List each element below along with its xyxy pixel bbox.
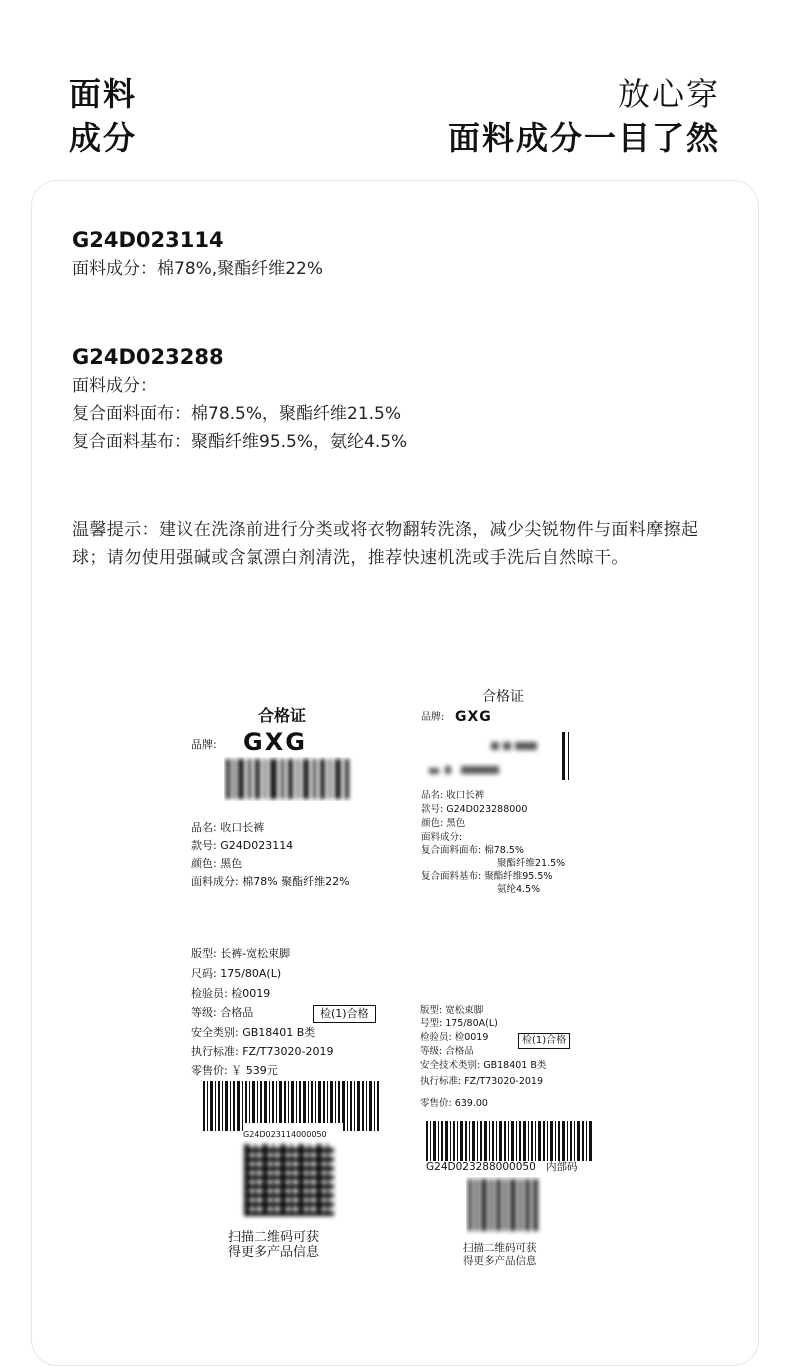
tag2-scan-line2: 得更多产品信息 — [463, 1255, 537, 1267]
tag1-inspect-box: 检(1)合格 — [313, 1005, 376, 1023]
tag2-internal-code: 内部码 — [546, 1161, 578, 1173]
tag2-line2: 版型: 宽松束脚 — [420, 1005, 484, 1016]
tag2-scan-line1: 扫描二维码可获 — [463, 1242, 537, 1254]
tag2-line: 款号: G24D023288000 — [421, 804, 528, 815]
tag1-line2: 尺码: 175/80A(L) — [191, 967, 282, 980]
tag1-brand-logo: GXG — [243, 728, 307, 756]
tag2-line2: 执行标准: FZ/T73020-2019 — [420, 1076, 544, 1087]
product-code: G24D023114 — [72, 228, 224, 252]
tag1-line2: 执行标准: FZ/T73020-2019 — [191, 1045, 334, 1058]
tag1-brand-label: 品牌: — [191, 738, 217, 751]
tag2-line2: 检验员: 检0019 — [420, 1032, 489, 1043]
tag1-blurred-barcode — [224, 757, 359, 801]
tag2-barcode-text: G24D023288000050 — [426, 1161, 536, 1173]
header-right-subtitle: 放心穿 — [617, 75, 720, 113]
tag1-scan-line2: 得更多产品信息 — [228, 1245, 320, 1260]
tag2-line: 复合面料面布: 棉78.5% — [421, 845, 524, 856]
tag2-line2: 号型: 175/80A(L) — [420, 1018, 498, 1029]
tag1-barcode — [203, 1081, 381, 1133]
tag1-line2: 零售价: ￥ 539元 — [191, 1064, 278, 1077]
product-line: 面料成分： — [72, 376, 157, 396]
tag2-blurred-qr — [466, 1177, 542, 1235]
tag2-line2: 等级: 合格品 — [420, 1046, 474, 1057]
tag1-barcode-text: G24D023114000050 — [243, 1130, 327, 1139]
header-left-line2: 成分 — [69, 119, 138, 157]
tag1-line: 面料成分: 棉78% 聚酯纤维22% — [191, 875, 350, 888]
header-right-main: 面料成分一目了然 — [447, 119, 720, 157]
tag2-line: 品名: 收口长裤 — [421, 790, 485, 801]
tag1-scan-line1: 扫描二维码可获 — [228, 1230, 320, 1245]
product-block-2 — [72, 342, 732, 456]
tag2-blurred-label — [425, 732, 575, 782]
tag1-line: 款号: G24D023114 — [191, 839, 294, 852]
tag1-line2: 版型: 长裤-宽松束脚 — [191, 947, 291, 960]
tag2-title: 合格证 — [482, 689, 524, 705]
tag2-inspect-box: 检(1)合格 — [518, 1033, 570, 1049]
product-code: G24D023288 — [72, 345, 224, 369]
header-right-title — [448, 72, 720, 160]
tag2-barcode — [426, 1121, 594, 1161]
tag2-line2: 安全技术类别: GB18401 B类 — [420, 1060, 547, 1071]
tag1-line: 颜色: 黑色 — [191, 857, 243, 870]
tag2-brand-logo: GXG — [455, 709, 492, 725]
tag1-title: 合格证 — [258, 706, 307, 725]
tag2-line: 颜色: 黑色 — [421, 818, 466, 829]
care-tip: 温馨提示：建议在洗涤前进行分类或将衣物翻转洗涤，减少尖锐物件与面料摩擦起球；请勿使用强碱或含氯漂白剂清洗，推荐快速机洗或手洗后自然晾干。 — [72, 520, 699, 568]
tag2-line: 面料成分: — [421, 832, 463, 843]
tag2-brand-label: 品牌: — [421, 712, 445, 723]
tag1-qr-code — [244, 1144, 334, 1216]
product-line: 复合面料基布：聚酯纤维95.5%，氨纶4.5% — [72, 432, 408, 452]
product-line: 复合面料面布：棉78.5%，聚酯纤维21.5% — [72, 404, 402, 424]
tag2-line: 复合面料基布: 聚酯纤维95.5% — [421, 871, 553, 882]
product-line: 面料成分：棉78%,聚酯纤维22% — [72, 259, 323, 279]
tag2-line: 聚酯纤维21.5% — [497, 858, 566, 869]
tag1-line2: 等级: 合格品 — [191, 1006, 254, 1019]
header-left-title — [69, 72, 137, 160]
header-left-line1: 面料 — [69, 75, 138, 113]
tag1-line2: 检验员: 检0019 — [191, 987, 271, 1000]
tag1-line: 品名: 收口长裤 — [191, 821, 265, 834]
tag2-price: 零售价: 639.00 — [420, 1098, 488, 1109]
tag1-line2: 安全类别: GB18401 B类 — [191, 1026, 316, 1039]
product-block-1 — [72, 225, 732, 283]
tag2-line: 氨纶4.5% — [497, 884, 541, 895]
